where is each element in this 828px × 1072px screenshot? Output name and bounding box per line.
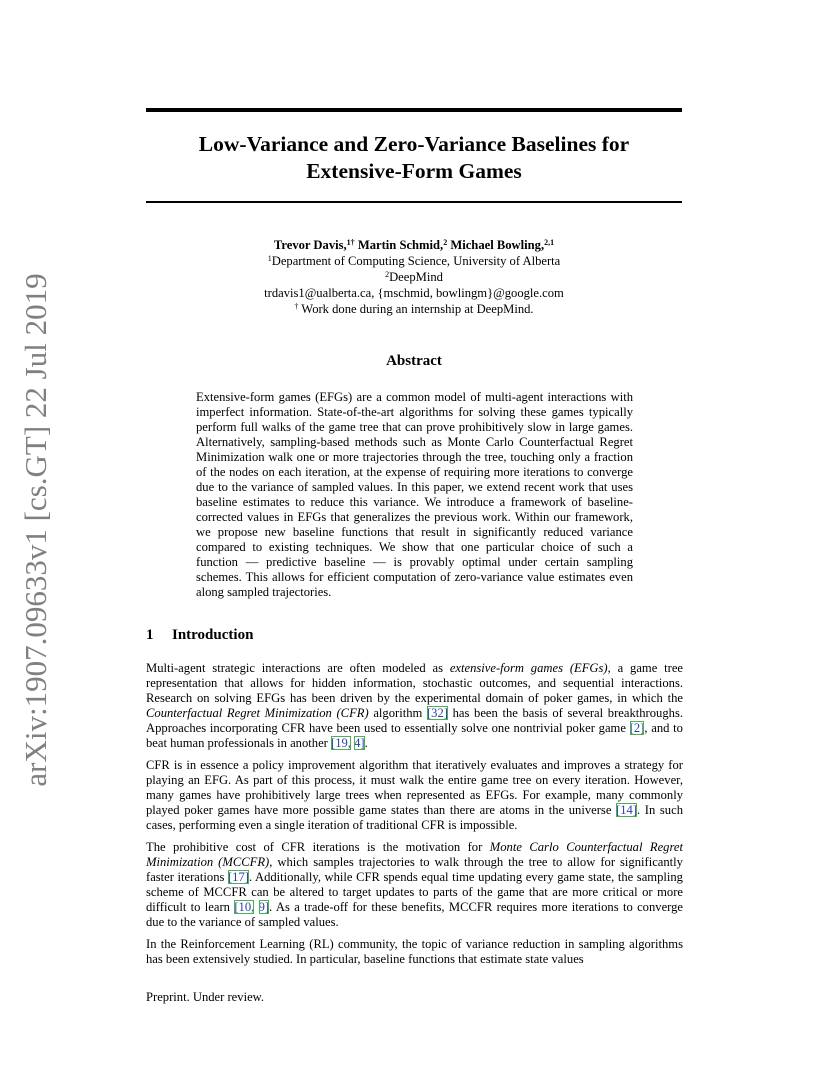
title-bottom-rule (146, 201, 682, 203)
paragraph-2 (146, 758, 683, 833)
author-3-sup: 2,1 (544, 238, 555, 247)
citation-link[interactable]: 4] (354, 736, 365, 750)
affiliation-1 (146, 253, 682, 269)
title-line-1: Low-Variance and Zero-Variance Baselines for (198, 132, 630, 156)
arxiv-stamp: arXiv:1907.09633v1 [cs.GT] 22 Jul 2019 (18, 273, 53, 787)
author-2: Martin Schmid, (354, 238, 444, 252)
p4-text-a: In the Reinforcement Learning (RL) community, the topic of variance reduction in sampling algorithms has been extensively studied. In particular, baseline functions that estimate state values (146, 937, 683, 966)
citation-link[interactable]: [19, (331, 736, 351, 750)
citation-link[interactable]: [17] (227, 870, 249, 884)
citation-link[interactable]: [2] (629, 721, 645, 735)
affiliation-1-text: Department of Computing Science, University of Alberta (271, 254, 561, 268)
title-top-rule (146, 108, 682, 112)
paragraph-3 (146, 840, 683, 930)
author-names (146, 237, 682, 253)
p1-text-d: has been the basis of several breakthroughs. Approaches incorporating CFR have been used to essentially solve one nontrivial poker game (146, 706, 683, 735)
paragraph-1 (146, 661, 683, 751)
author-note (146, 301, 682, 317)
p1-text-f: . (364, 736, 368, 750)
p1-text-e: , and to beat human professionals in another (146, 721, 683, 750)
author-1-sup: 1† (346, 238, 355, 247)
body-text (146, 661, 683, 974)
affiliation-2-sup: 2 (385, 270, 390, 279)
author-block (146, 237, 682, 317)
author-note-sup: † (294, 302, 299, 311)
section-title: Introduction (172, 627, 254, 643)
citation-link[interactable]: 9] (258, 900, 270, 914)
footer-note: Preprint. Under review. (146, 990, 265, 1004)
abstract-heading: Abstract (386, 353, 442, 369)
affiliation-2 (146, 269, 682, 285)
p1-text-b: , a game tree representation that allows for hidden information, stochastic outcomes, and sequential interactions. Research on solving EFGs has been driven by the experimental domain of poker games, in which the (146, 661, 684, 705)
author-3: Michael Bowling, (447, 238, 545, 252)
citation-link[interactable]: [32] (426, 706, 448, 720)
p3-text-c: . Additionally, while CFR spends equal time updating every game state, the sampling scheme of MCCFR can be altered to target updates to parts of the game that are more critical or more difficult to learn (146, 870, 683, 914)
paper-title (146, 131, 682, 185)
abstract-text: Extensive-form games (EFGs) are a common model of multi-agent interactions with imperfect information. State-of-the-art algorithms for solving these games typically perform full walks of the game tree that can prove prohibitively slow in large games. Alternatively, sampling-based methods such as Monte Carlo Counterfactual Regret Minimization walk one or more trajectories through the tree, touching only a fraction of the nodes on each iteration, at the expense of requiring more iterations to converge due to the variance of sampled values. In this paper, we extend recent work that uses baseline estimates to reduce this variance. We introduce a framework of baseline-corrected values in EFGs that generalizes the previous work. Within our framework, we propose new baseline functions that result in significantly reduced variance compared to existing techniques. We show that one particular choice of such a function — predictive baseline — is provably optimal under certain sampling schemes. This allows for efficient computation of zero-variance value estimates even along sampled trajectories. (196, 390, 633, 599)
section-heading (146, 627, 682, 644)
citation-link[interactable]: [14] (616, 803, 638, 817)
p1-emphasis-b: Counterfactual Regret Minimization (CFR) (146, 706, 369, 720)
author-note-text: Work done during an internship at DeepMind. (298, 302, 534, 316)
p2-text-a: CFR is in essence a policy improvement algorithm that iteratively evaluates and improves a strategy for playing an EFG. As part of this process, it must walk the entire game tree on every iteration. However, many games have prohibitively large trees when represented as EFGs. For example, many commonly played poker games have more possible game states than there are atoms in the universe (146, 758, 683, 817)
affiliation-2-text: DeepMind (389, 270, 443, 284)
author-2-sup: 2 (443, 238, 448, 247)
affiliation-1-sup: 1 (267, 254, 272, 263)
paragraph-4 (146, 937, 683, 967)
p1-emphasis-a: extensive-form games (EFGs) (449, 661, 608, 675)
p3-emphasis-a: Monte Carlo Counterfactual Regret Minimization (MCCFR) (146, 840, 684, 869)
author-emails: trdavis1@ualberta.ca, {mschmid, bowlingm}@google.com (264, 286, 564, 300)
section-number: 1 (146, 627, 154, 643)
p3-text-d: . As a trade-off for these benefits, MCCFR requires more iterations to converge due to the variance of sampled values. (146, 900, 684, 929)
p3-text-b: , which samples trajectories to walk through the tree to allow for significantly faster iterations (146, 855, 683, 884)
title-line-2: Extensive-Form Games (306, 159, 522, 183)
author-1: Trevor Davis, (273, 238, 347, 252)
p1-text-a: Multi-agent strategic interactions are often modeled as (146, 661, 450, 675)
citation-link[interactable]: [10, (234, 900, 255, 914)
p3-text-a: The prohibitive cost of CFR iterations is the motivation for (146, 840, 490, 854)
p2-text-b: . In such cases, performing even a single iteration of traditional CFR is impossible. (146, 803, 683, 832)
p1-text-c: algorithm (368, 706, 427, 720)
